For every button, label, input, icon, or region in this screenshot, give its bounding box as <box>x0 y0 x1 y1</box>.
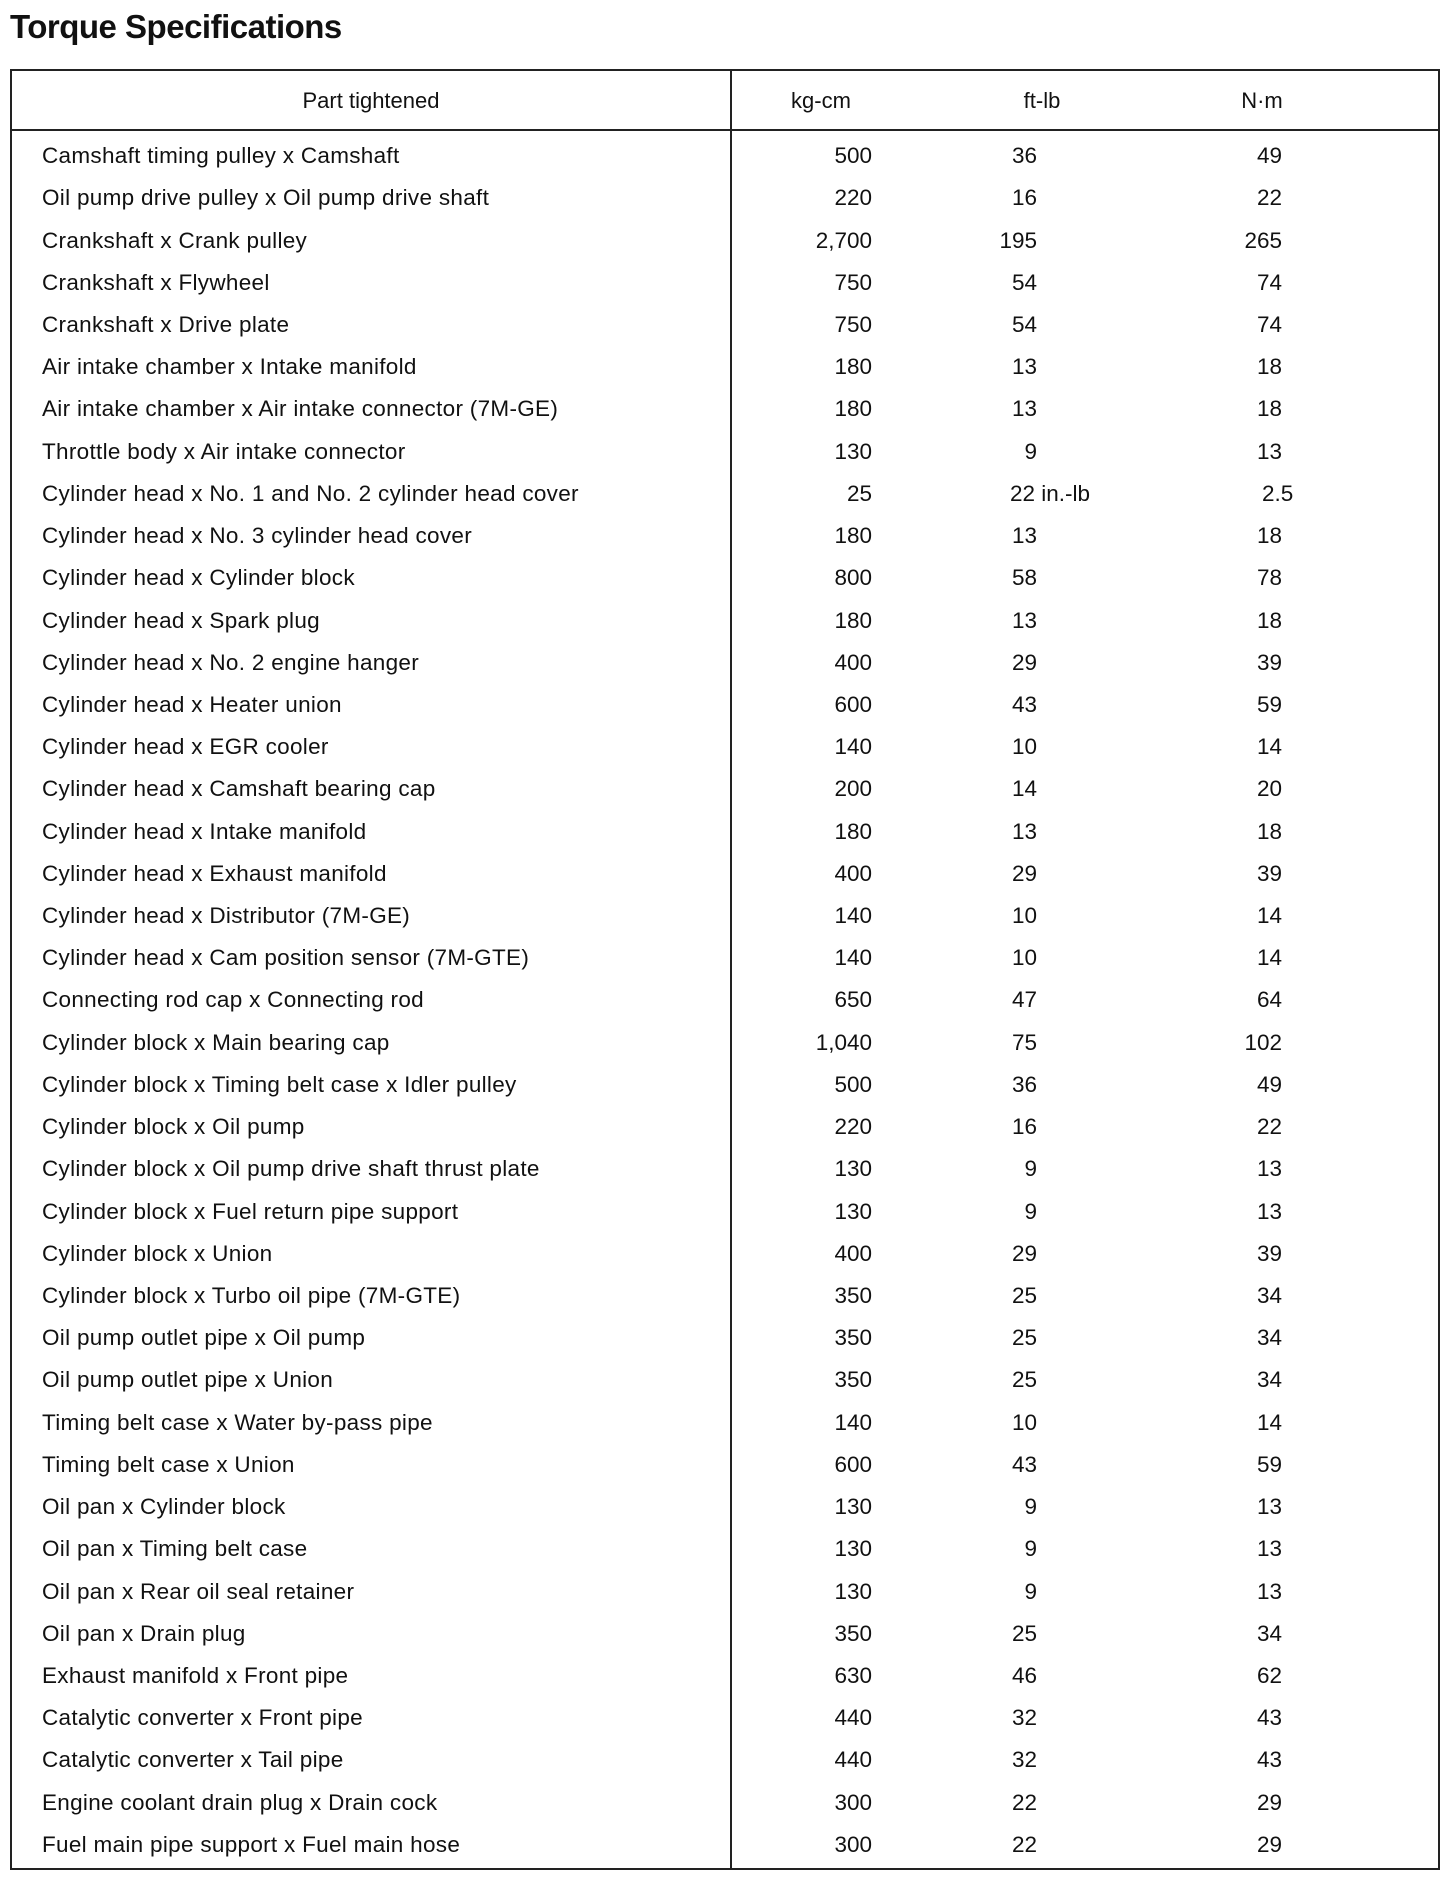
table-row <box>12 346 1438 388</box>
cell-ft-lb: 16 <box>1011 1114 1037 1140</box>
cell-part-tightened: Exhaust manifold x Front pipe <box>42 1662 349 1688</box>
cell-part-tightened: Oil pan x Rear oil seal retainer <box>42 1578 355 1604</box>
cell-ft-lb: 54 <box>1011 269 1037 295</box>
cell-n-m: 39 <box>1256 860 1282 886</box>
table-row <box>12 853 1438 895</box>
cell-kg-cm: 650 <box>834 987 872 1013</box>
cell-n-m: 22 <box>1256 185 1282 211</box>
cell-ft-lb: 10 <box>1011 734 1037 760</box>
cell-n-m: 18 <box>1256 607 1282 633</box>
table-row <box>12 642 1438 684</box>
cell-kg-cm: 400 <box>834 649 872 675</box>
cell-part-tightened: Cylinder block x Main bearing cap <box>42 1029 390 1055</box>
cell-part-tightened: Cylinder head x Cam position sensor (7M-GTE) <box>42 945 530 971</box>
cell-part-tightened: Crankshaft x Drive plate <box>42 311 290 337</box>
cell-kg-cm: 200 <box>834 776 872 802</box>
cell-kg-cm: 130 <box>834 1198 872 1224</box>
cell-ft-lb: 9 <box>1024 1578 1037 1604</box>
cell-ft-lb: 22 <box>1011 1831 1037 1857</box>
cell-n-m: 13 <box>1256 1198 1282 1224</box>
torque-spec-table <box>10 69 1440 1870</box>
cell-ft-lb: 75 <box>1011 1029 1037 1055</box>
header-n-m: N·m <box>1241 88 1283 113</box>
cell-kg-cm: 2,700 <box>815 227 872 253</box>
cell-kg-cm: 140 <box>834 903 872 929</box>
table-row <box>12 557 1438 599</box>
cell-n-m: 29 <box>1256 1831 1282 1857</box>
cell-part-tightened: Cylinder block x Turbo oil pipe (7M-GTE) <box>42 1283 461 1309</box>
cell-part-tightened: Camshaft timing pulley x Camshaft <box>42 143 400 169</box>
table-row <box>12 811 1438 853</box>
cell-ft-lb: 14 <box>1011 776 1037 802</box>
cell-kg-cm: 350 <box>834 1325 872 1351</box>
cell-part-tightened: Crankshaft x Flywheel <box>42 269 270 295</box>
page-title: Torque Specifications <box>10 8 342 45</box>
table-row <box>12 177 1438 219</box>
cell-kg-cm: 400 <box>834 1240 872 1266</box>
cell-n-m: 62 <box>1256 1662 1282 1688</box>
cell-ft-lb: 36 <box>1011 1071 1037 1097</box>
cell-kg-cm: 180 <box>834 607 872 633</box>
cell-part-tightened: Cylinder head x Camshaft bearing cap <box>42 776 436 802</box>
cell-part-tightened: Fuel main pipe support x Fuel main hose <box>42 1831 461 1857</box>
cell-ft-lb: 13 <box>1011 523 1037 549</box>
cell-part-tightened: Cylinder block x Union <box>42 1240 273 1266</box>
table-row <box>12 304 1438 346</box>
cell-kg-cm: 750 <box>834 269 872 295</box>
cell-kg-cm: 800 <box>834 565 872 591</box>
cell-kg-cm: 130 <box>834 438 872 464</box>
table-row <box>12 1359 1438 1401</box>
cell-n-m: 64 <box>1256 987 1282 1013</box>
cell-n-m: 13 <box>1256 1156 1282 1182</box>
cell-part-tightened: Oil pump drive pulley x Oil pump drive shaft <box>42 185 490 211</box>
cell-ft-lb: 10 <box>1011 945 1037 971</box>
cell-part-tightened: Cylinder head x No. 3 cylinder head cover <box>42 523 473 549</box>
cell-kg-cm: 130 <box>834 1494 872 1520</box>
cell-ft-lb: 9 <box>1024 1156 1037 1182</box>
cell-kg-cm: 300 <box>834 1831 872 1857</box>
cell-n-m: 78 <box>1256 565 1282 591</box>
cell-part-tightened: Oil pan x Drain plug <box>42 1620 246 1646</box>
cell-kg-cm: 220 <box>834 1114 872 1140</box>
cell-kg-cm: 350 <box>834 1620 872 1646</box>
cell-n-m: 43 <box>1256 1747 1282 1773</box>
cell-n-m: 34 <box>1256 1367 1282 1393</box>
cell-n-m: 14 <box>1256 734 1282 760</box>
cell-ft-lb: 46 <box>1011 1662 1037 1688</box>
header-part-tightened: Part tightened <box>302 88 440 113</box>
cell-kg-cm: 350 <box>834 1367 872 1393</box>
cell-ft-lb: 29 <box>1011 860 1037 886</box>
table-row <box>12 1655 1438 1697</box>
cell-n-m: 39 <box>1256 1240 1282 1266</box>
cell-n-m: 34 <box>1256 1283 1282 1309</box>
cell-kg-cm: 750 <box>834 311 872 337</box>
cell-n-m: 49 <box>1256 143 1282 169</box>
cell-n-m: 13 <box>1256 438 1282 464</box>
cell-ft-lb: 36 <box>1011 143 1037 169</box>
cell-kg-cm: 500 <box>834 143 872 169</box>
cell-n-m: 102 <box>1244 1029 1282 1055</box>
cell-part-tightened: Throttle body x Air intake connector <box>42 438 406 464</box>
table-row <box>12 1697 1438 1739</box>
cell-part-tightened: Timing belt case x Water by-pass pipe <box>42 1409 433 1435</box>
cell-ft-lb: 9 <box>1024 1536 1037 1562</box>
cell-n-m: 2.5 <box>1262 480 1294 506</box>
cell-part-tightened: Cylinder block x Oil pump <box>42 1114 305 1140</box>
table-row <box>12 1064 1438 1106</box>
table-row <box>12 388 1438 430</box>
cell-kg-cm: 440 <box>834 1705 872 1731</box>
table-row <box>12 1402 1438 1444</box>
cell-part-tightened: Oil pan x Cylinder block <box>42 1494 286 1520</box>
cell-part-tightened: Crankshaft x Crank pulley <box>42 227 308 253</box>
cell-part-tightened: Air intake chamber x Air intake connector (7M-GE) <box>42 396 559 422</box>
cell-kg-cm: 130 <box>834 1156 872 1182</box>
cell-part-tightened: Catalytic converter x Front pipe <box>42 1705 363 1731</box>
cell-ft-lb: 32 <box>1011 1705 1037 1731</box>
cell-kg-cm: 300 <box>834 1789 872 1815</box>
cell-n-m: 13 <box>1256 1494 1282 1520</box>
table-row <box>12 1275 1438 1317</box>
cell-ft-lb: 54 <box>1011 311 1037 337</box>
table-row <box>12 1570 1438 1612</box>
cell-kg-cm: 130 <box>834 1536 872 1562</box>
cell-n-m: 18 <box>1256 818 1282 844</box>
cell-kg-cm: 140 <box>834 734 872 760</box>
cell-ft-lb: 10 <box>1011 903 1037 929</box>
cell-n-m: 18 <box>1256 396 1282 422</box>
table-header <box>12 71 1438 131</box>
cell-ft-lb: 13 <box>1011 607 1037 633</box>
cell-n-m: 18 <box>1256 523 1282 549</box>
cell-ft-lb: 16 <box>1011 185 1037 211</box>
cell-ft-lb: 9 <box>1024 438 1037 464</box>
table-row <box>12 1739 1438 1781</box>
table-row <box>12 1106 1438 1148</box>
cell-kg-cm: 140 <box>834 945 872 971</box>
table-row <box>12 1233 1438 1275</box>
cell-part-tightened: Connecting rod cap x Connecting rod <box>42 987 424 1013</box>
cell-part-tightened: Timing belt case x Union <box>42 1451 295 1477</box>
header-ft-lb: ft-lb <box>1023 88 1061 113</box>
cell-kg-cm: 630 <box>834 1662 872 1688</box>
cell-kg-cm: 140 <box>834 1409 872 1435</box>
cell-part-tightened: Engine coolant drain plug x Drain cock <box>42 1789 438 1815</box>
cell-part-tightened: Cylinder block x Oil pump drive shaft thrust plate <box>42 1156 540 1182</box>
cell-kg-cm: 600 <box>834 691 872 717</box>
table-row <box>12 1486 1438 1528</box>
cell-n-m: 29 <box>1256 1789 1282 1815</box>
cell-kg-cm: 25 <box>846 480 872 506</box>
cell-ft-lb: 47 <box>1011 987 1037 1013</box>
cell-kg-cm: 180 <box>834 354 872 380</box>
cell-ft-lb: 25 <box>1011 1367 1037 1393</box>
table-body <box>12 131 1438 1866</box>
cell-kg-cm: 1,040 <box>815 1029 872 1055</box>
table-row <box>12 515 1438 557</box>
cell-ft-lb: 10 <box>1011 1409 1037 1435</box>
cell-n-m: 39 <box>1256 649 1282 675</box>
cell-ft-lb: 32 <box>1011 1747 1037 1773</box>
cell-n-m: 43 <box>1256 1705 1282 1731</box>
cell-ft-lb: 25 <box>1011 1620 1037 1646</box>
cell-n-m: 49 <box>1256 1071 1282 1097</box>
cell-ft-lb: 13 <box>1011 818 1037 844</box>
cell-part-tightened: Cylinder block x Fuel return pipe support <box>42 1198 459 1224</box>
cell-kg-cm: 350 <box>834 1283 872 1309</box>
cell-ft-lb: 9 <box>1024 1198 1037 1224</box>
cell-part-tightened: Cylinder head x Cylinder block <box>42 565 355 591</box>
cell-part-tightened: Cylinder head x Spark plug <box>42 607 320 633</box>
table-row <box>12 599 1438 641</box>
cell-part-tightened: Oil pan x Timing belt case <box>42 1536 308 1562</box>
cell-part-tightened: Cylinder head x Heater union <box>42 691 342 717</box>
cell-kg-cm: 130 <box>834 1578 872 1604</box>
cell-n-m: 18 <box>1256 354 1282 380</box>
cell-n-m: 59 <box>1256 691 1282 717</box>
cell-kg-cm: 180 <box>834 396 872 422</box>
cell-part-tightened: Cylinder head x Exhaust manifold <box>42 860 387 886</box>
table-row <box>12 1317 1438 1359</box>
table-row <box>12 895 1438 937</box>
table-row <box>12 473 1438 515</box>
cell-ft-lb: 43 <box>1011 1451 1037 1477</box>
cell-n-m: 265 <box>1244 227 1282 253</box>
cell-kg-cm: 400 <box>834 860 872 886</box>
table-row <box>12 1613 1438 1655</box>
table-row <box>12 1190 1438 1232</box>
cell-ft-lb: 195 <box>999 227 1037 253</box>
cell-n-m: 14 <box>1256 945 1282 971</box>
cell-n-m: 14 <box>1256 1409 1282 1435</box>
table-row <box>12 684 1438 726</box>
cell-n-m: 59 <box>1256 1451 1282 1477</box>
cell-kg-cm: 180 <box>834 818 872 844</box>
table-row <box>12 1022 1438 1064</box>
cell-kg-cm: 600 <box>834 1451 872 1477</box>
cell-ft-lb: 25 <box>1011 1283 1037 1309</box>
cell-ft-lb: 29 <box>1011 1240 1037 1266</box>
cell-part-tightened: Oil pump outlet pipe x Union <box>42 1367 334 1393</box>
table-row <box>12 1824 1438 1866</box>
cell-kg-cm: 440 <box>834 1747 872 1773</box>
cell-n-m: 22 <box>1256 1114 1282 1140</box>
table-row <box>12 431 1438 473</box>
table-row <box>12 1782 1438 1824</box>
cell-part-tightened: Cylinder head x Intake manifold <box>42 818 367 844</box>
cell-n-m: 74 <box>1256 269 1282 295</box>
cell-kg-cm: 500 <box>834 1071 872 1097</box>
table-row <box>12 726 1438 768</box>
cell-part-tightened: Cylinder head x EGR cooler <box>42 734 329 760</box>
cell-ft-lb: 13 <box>1011 396 1037 422</box>
cell-n-m: 34 <box>1256 1325 1282 1351</box>
cell-kg-cm: 180 <box>834 523 872 549</box>
table-row <box>12 262 1438 304</box>
table-row <box>12 979 1438 1021</box>
cell-ft-lb: 22 <box>1011 1789 1037 1815</box>
cell-kg-cm: 220 <box>834 185 872 211</box>
table-row <box>12 1444 1438 1486</box>
cell-ft-lb: 29 <box>1011 649 1037 675</box>
table-row <box>12 937 1438 979</box>
cell-part-tightened: Cylinder block x Timing belt case x Idler pulley <box>42 1071 517 1097</box>
cell-ft-lb: 25 <box>1011 1325 1037 1351</box>
table-row <box>12 219 1438 261</box>
cell-part-tightened: Cylinder head x No. 1 and No. 2 cylinder head cover <box>42 480 579 506</box>
table-row <box>12 1148 1438 1190</box>
table-row <box>12 768 1438 810</box>
table-row <box>12 1528 1438 1570</box>
cell-part-tightened: Oil pump outlet pipe x Oil pump <box>42 1325 366 1351</box>
cell-ft-lb: 13 <box>1011 354 1037 380</box>
cell-ft-lb: 58 <box>1011 565 1037 591</box>
cell-n-m: 13 <box>1256 1536 1282 1562</box>
cell-part-tightened: Cylinder head x Distributor (7M-GE) <box>42 903 411 929</box>
cell-n-m: 34 <box>1256 1620 1282 1646</box>
cell-part-tightened: Catalytic converter x Tail pipe <box>42 1747 344 1773</box>
header-kg-cm: kg-cm <box>791 88 851 113</box>
cell-part-tightened: Air intake chamber x Intake manifold <box>42 354 417 380</box>
cell-part-tightened: Cylinder head x No. 2 engine hanger <box>42 649 419 675</box>
cell-n-m: 20 <box>1256 776 1282 802</box>
cell-n-m: 13 <box>1256 1578 1282 1604</box>
cell-n-m: 74 <box>1256 311 1282 337</box>
cell-ft-lb: 43 <box>1011 691 1037 717</box>
cell-ft-lb: 9 <box>1024 1494 1037 1520</box>
table-row <box>12 135 1438 177</box>
cell-n-m: 14 <box>1256 903 1282 929</box>
cell-ft-lb: 22 in.-lb <box>1010 480 1091 506</box>
